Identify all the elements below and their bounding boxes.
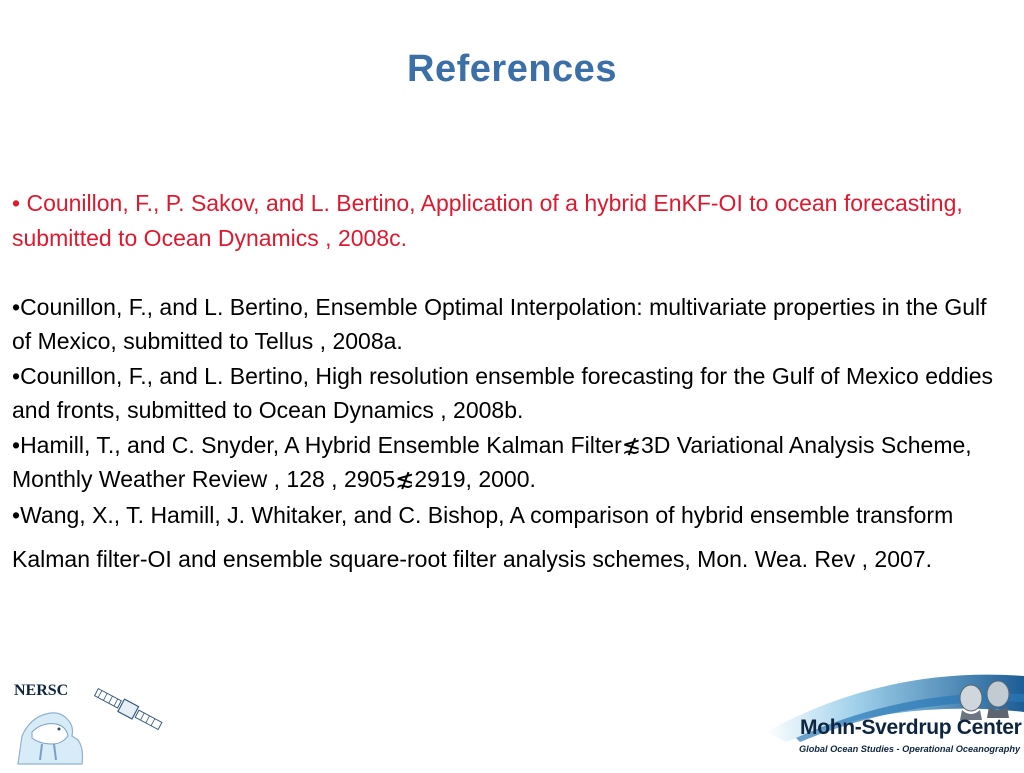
reference-text: Counillon, F., and L. Bertino, Ensemble Optimal Interpolation: multivariate properties in the Gulf of Mexico, submitted to Tellus , 2008a. <box>12 293 987 354</box>
nersc-logo <box>12 674 172 766</box>
reference-item-2 <box>12 290 1012 359</box>
bullet-marker: • <box>12 293 21 320</box>
mohn-sverdrup-name: Mohn-Sverdrup Center <box>800 716 1022 739</box>
reference-text: Hamill, T., and C. Snyder, A Hybrid Ensemble Kalman Filter≴3D Variational Analysis Scheme, Monthly Weather Review , 128 , 2905≴2919, 2000. <box>12 431 972 492</box>
reference-item-1 <box>12 186 1012 255</box>
reference-item-4 <box>12 428 1012 497</box>
mohn-sverdrup-logo <box>766 672 1024 768</box>
reference-item-3 <box>12 359 1012 428</box>
page-title: References <box>407 48 617 90</box>
bullet-marker: • <box>12 362 21 389</box>
reference-text: Counillon, F., and L. Bertino, High resolution ensemble forecasting for the Gulf of Mexico eddies and fronts, submitted to Ocean Dynamics , 2008b. <box>12 362 993 423</box>
nersc-label: NERSC <box>14 682 69 699</box>
reference-text: Counillon, F., P. Sakov, and L. Bertino, Application of a hybrid EnKF-OI to ocean forecasting, submitted to Ocean Dynamics , 2008c. <box>12 190 963 251</box>
reference-list <box>12 186 1012 581</box>
bullet-marker: • <box>12 431 21 458</box>
reference-item-5 <box>12 493 1012 581</box>
mohn-sverdrup-tagline: Global Ocean Studies - Operational Oceanography <box>799 744 1021 754</box>
bullet-marker: • <box>12 190 21 216</box>
reference-text: Wang, X., T. Hamill, J. Whitaker, and C. Bishop, A comparison of hybrid ensemble transform Kalman filter-OI and ensemble square-root filter analysis schemes, Mon. Wea. Rev , 2007. <box>12 501 954 572</box>
bullet-marker: • <box>12 501 21 528</box>
